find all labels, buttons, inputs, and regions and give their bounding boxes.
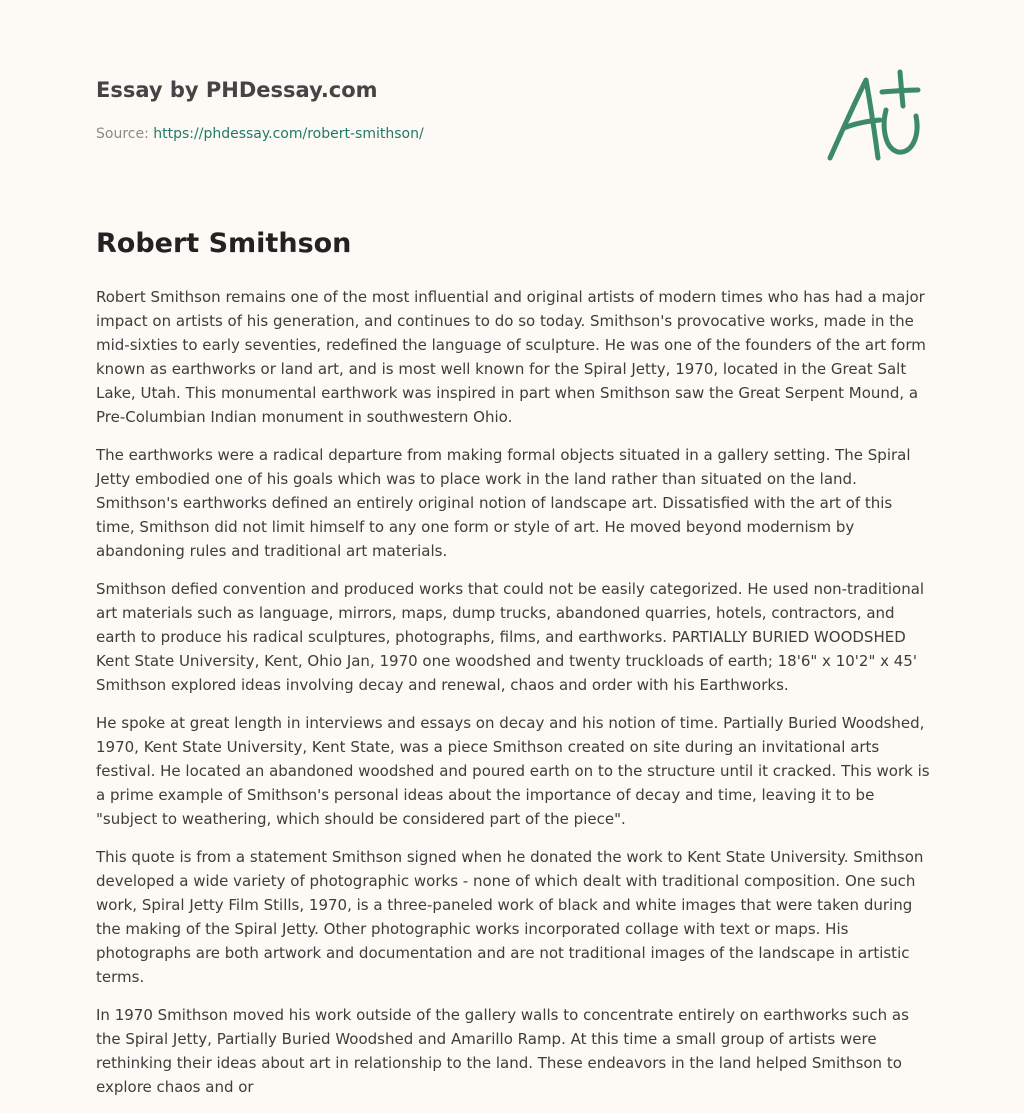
page-header — [96, 76, 696, 144]
essay-title: Robert Smithson — [96, 228, 352, 259]
source-line — [96, 124, 696, 144]
essay-body — [96, 285, 932, 1113]
site-title: Essay by PHDessay.com — [96, 78, 378, 102]
essay-paragraph: This quote is from a statement Smithson signed when he donated the work to Kent State University. Smithson developed a wide variety of photographic works - none of which dealt with traditional composition. One such work, Spiral Jetty Film Stills, 1970, is a three-paneled work of black and white images that were taken during the making of the Spiral Jetty. Other photographic works incorporated collage with text or maps. His photographs are both artwork and documentation and are not traditional images of the landscape in artistic terms. — [96, 848, 924, 986]
essay-paragraph: Robert Smithson remains one of the most influential and original artists of modern times who has had a major impact on artists of his generation, and continues to do so today. Smithson's provocative works, made in the mid-sixties to early seventies, redefined the language of sculpture. He was one of the founders of the art form known as earthworks or land art, and is most well known for the Spiral Jetty, 1970, located in the Great Salt Lake, Utah. This monumental earthwork was inspired in part when Smithson saw the Great Serpent Mound, a Pre-Columbian Indian monument in southwestern Ohio. — [96, 288, 926, 426]
source-label: Source: — [96, 126, 149, 142]
essay-paragraph: The earthworks were a radical departure from making formal objects situated in a gallery setting. The Spiral Jetty embodied one of his goals which was to place work in the land rather than situated on the land. Smithson's earthworks defined an entirely original notion of landscape art. Dissatisfied with the art of this time, Smithson did not limit himself to any one form or style of art. He moved beyond modernism by abandoning rules and traditional art materials. — [96, 446, 911, 560]
a-plus-logo — [820, 66, 930, 166]
source-link[interactable]: https://phdessay.com/robert-smithson/ — [153, 126, 424, 142]
essay-paragraph: Smithson defied convention and produced works that could not be easily categorized. He used non-traditional art materials such as language, mirrors, maps, dump trucks, abandoned quarries, hotels, contractors, and earth to produce his radical sculptures, photographs, films, and earthworks. PARTIALLY BURIED WOODSHED Kent State University, Kent, Ohio Jan, 1970 one woodshed and twenty truckloads of earth; 18'6" x 10'2" x 45' Smithson explored ideas involving decay and renewal, chaos and order with his Earthworks. — [96, 580, 925, 694]
essay-paragraph: In 1970 Smithson moved his work outside of the gallery walls to concentrate entirely on earthworks such as the Spiral Jetty, Partially Buried Woodshed and Amarillo Ramp. At this time a small group of artists were rethinking their ideas about art in relationship to the land. These endeavors in the land helped Smithson to explore chaos and or — [96, 1006, 909, 1096]
a-plus-logo-icon — [820, 66, 930, 166]
essay-paragraph: He spoke at great length in interviews and essays on decay and his notion of time. Partially Buried Woodshed, 1970, Kent State University, Kent State, was a piece Smithson created on site during an invitational arts festival. He located an abandoned woodshed and poured earth on to the structure until it cracked. This work is a prime example of Smithson's personal ideas about the importance of decay and time, leaving it to be "subject to weathering, which should be considered part of the piece". — [96, 714, 930, 828]
